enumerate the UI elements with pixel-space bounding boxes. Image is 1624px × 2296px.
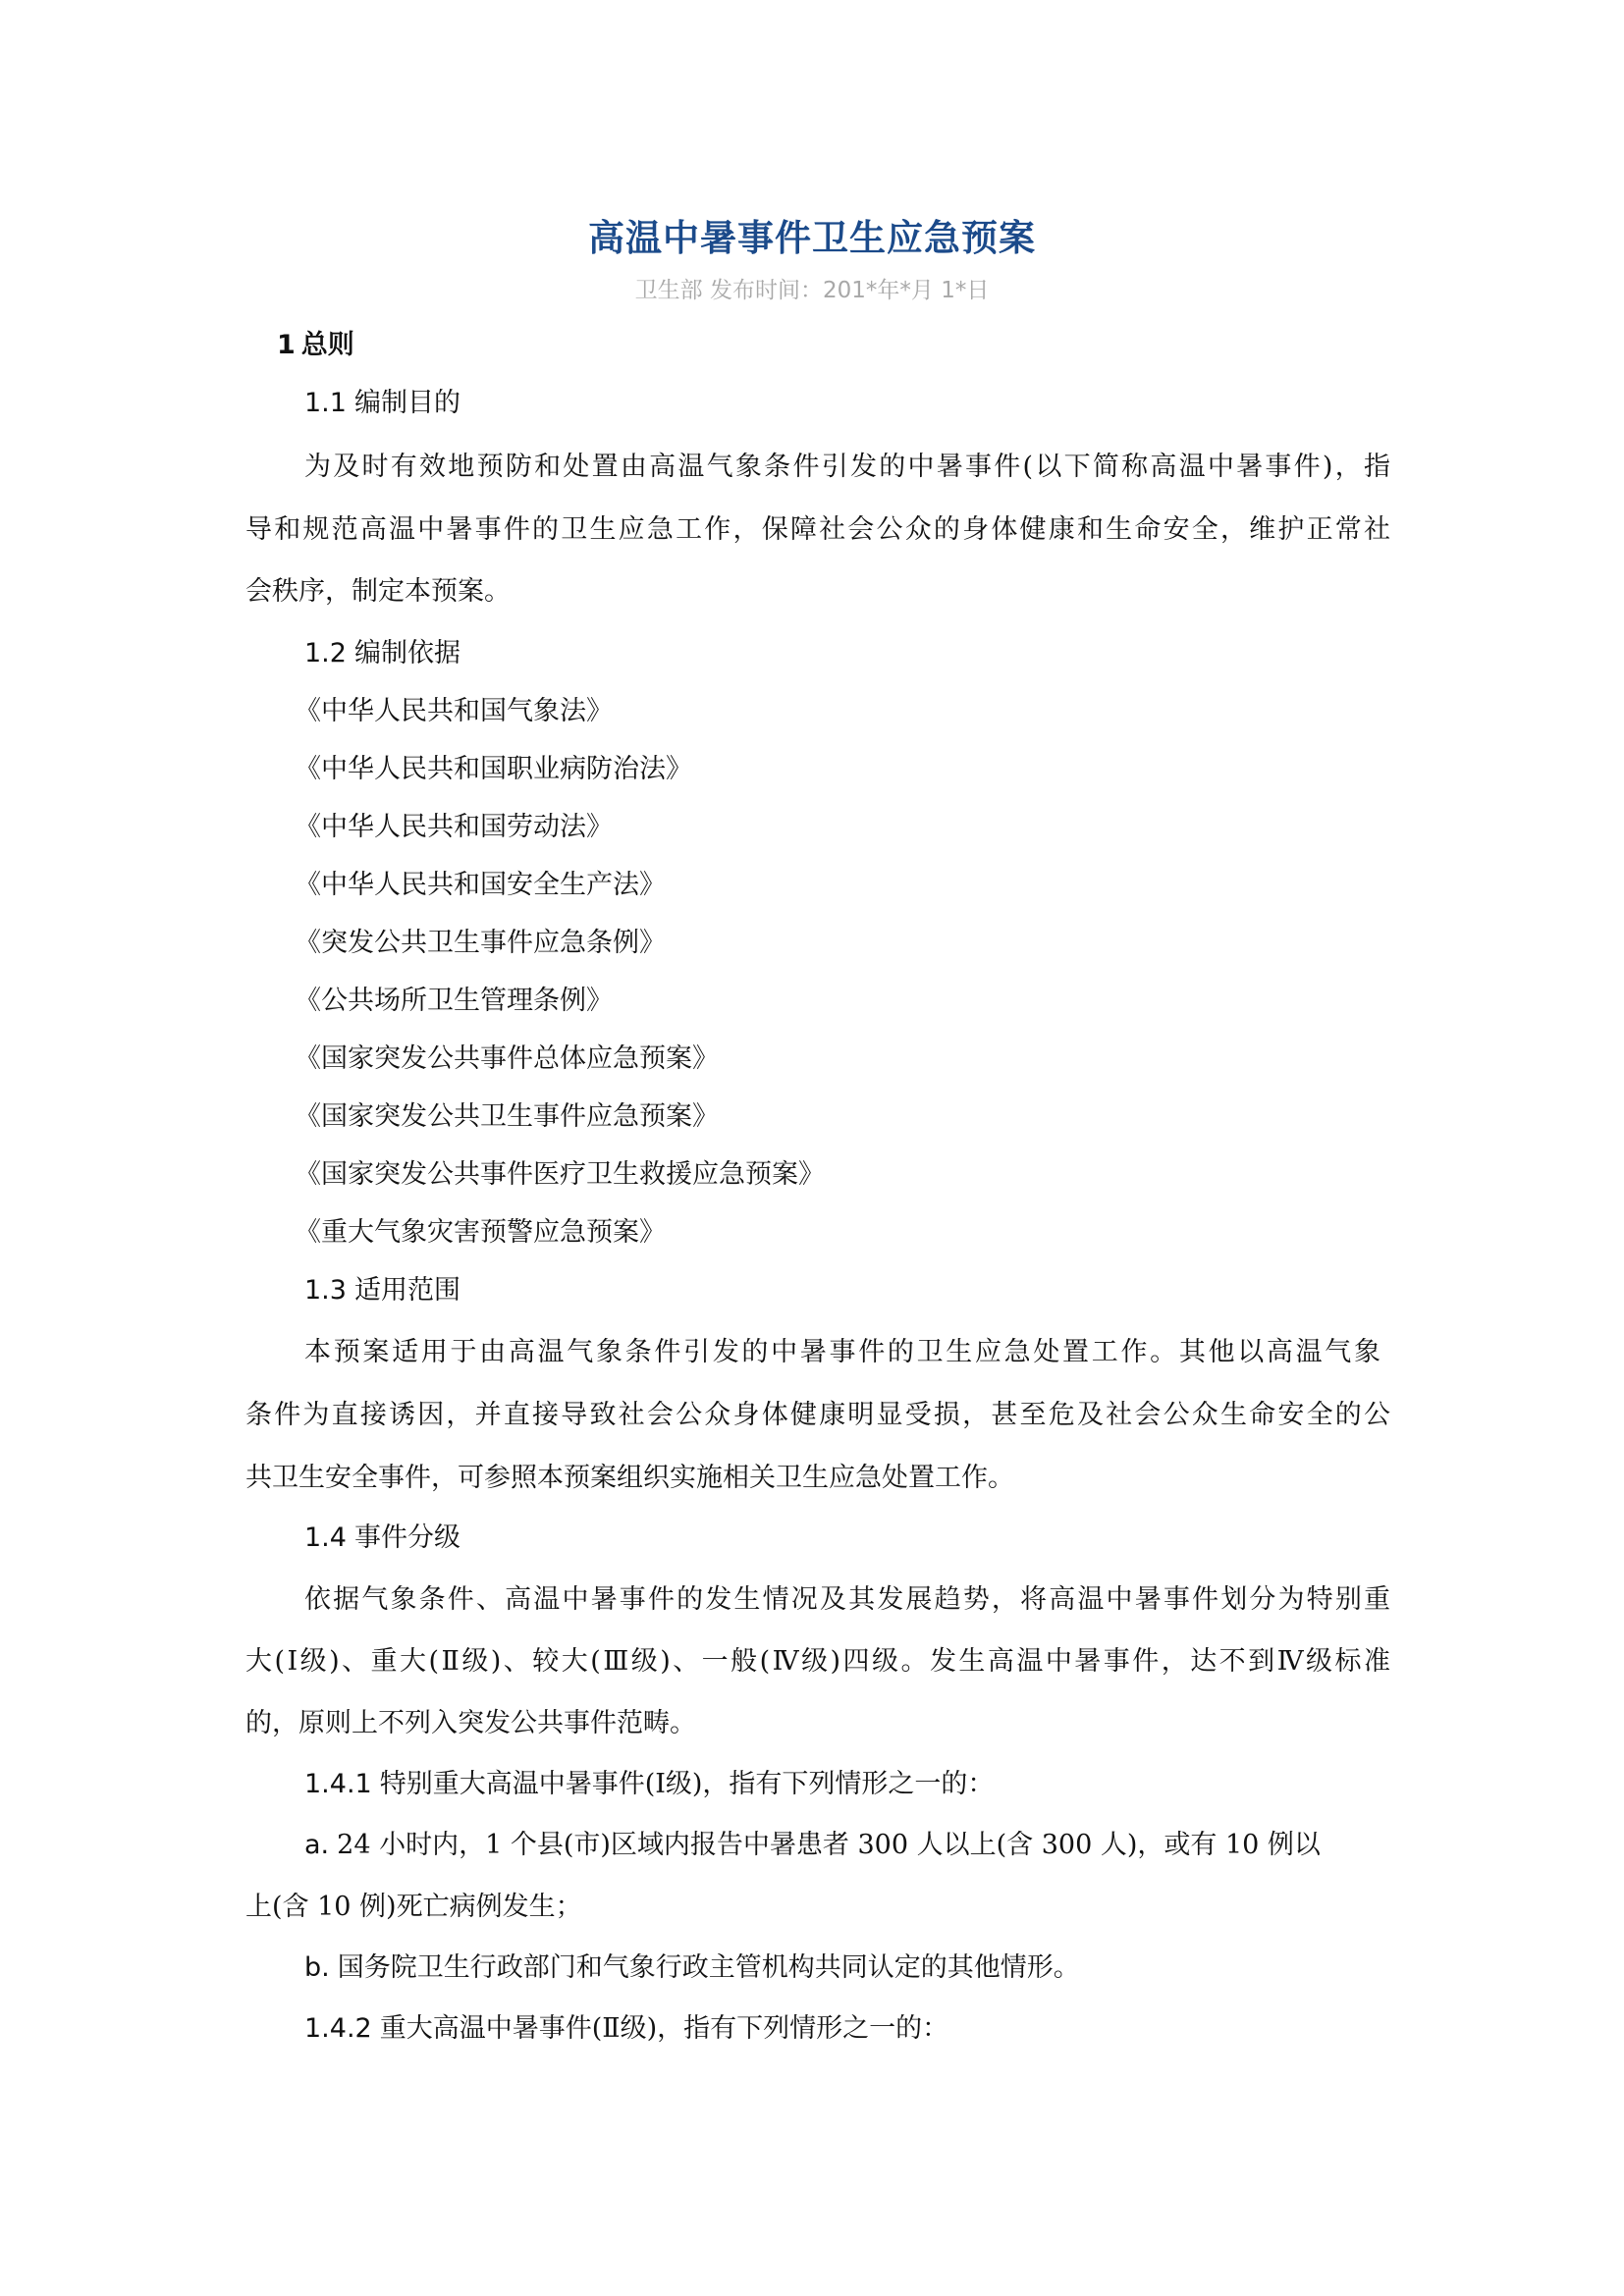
list-item-b <box>304 1950 1080 1986</box>
list-item-text: 24 小时内，1 个县(市)区域内报告中暑患者 300 人以上(含 300 人)，或有 10 例以 <box>337 1830 1321 1860</box>
paragraph-line: 本预案适用于由高温气象条件引发的中暑事件的卫生应急处置工作。其他以高温气象 <box>304 1337 1380 1367</box>
paragraph-line: 大(Ⅰ级)、重大(Ⅱ级)、较大(Ⅲ级)、一般(Ⅳ级)四级。发生高温中暑事件，达不到Ⅳ级标准 <box>245 1646 1390 1677</box>
section-heading-1-4-2 <box>304 2011 948 2047</box>
section-title: 编制目的 <box>353 388 460 418</box>
reference-item: 《中华人民共和国劳动法》 <box>295 812 613 842</box>
section-heading-1-1 <box>304 386 460 421</box>
section-number: 1.4 <box>304 1522 347 1553</box>
reference-item: 《公共场所卫生管理条例》 <box>295 986 613 1016</box>
section-title: 特别重大高温中暑事件(Ⅰ级)，指有下列情形之一的： <box>379 1769 995 1799</box>
paragraph-line: 会秩序，制定本预案。 <box>245 576 511 607</box>
list-item-a <box>304 1828 1390 1863</box>
section-number: 1.1 <box>304 388 347 418</box>
section-number: 1.3 <box>304 1275 347 1306</box>
section-number: 1 <box>277 330 296 360</box>
reference-item: 《突发公共卫生事件应急条例》 <box>295 928 666 958</box>
section-title: 重大高温中暑事件(Ⅱ级)，指有下列情形之一的： <box>379 2013 949 2044</box>
reference-item: 《重大气象灾害预警应急预案》 <box>295 1217 666 1248</box>
section-heading-1-4 <box>304 1521 460 1556</box>
reference-item: 《中华人民共和国安全生产法》 <box>295 870 666 900</box>
paragraph-line: 依据气象条件、高温中暑事件的发生情况及其发展趋势，将高温中暑事件划分为特别重 <box>304 1584 1390 1615</box>
list-item-label: a. <box>304 1830 330 1860</box>
section-heading-1-2 <box>304 636 460 671</box>
list-item-label: b. <box>304 1952 330 1983</box>
reference-item: 《国家突发公共事件医疗卫生救援应急预案》 <box>295 1159 825 1190</box>
section-heading-1-4-1 <box>304 1767 994 1802</box>
list-item-a-continuation: 上(含 10 例)死亡病例发生； <box>245 1892 582 1922</box>
document-subtitle: 卫生部 发布时间：201*年*月 1*日 <box>634 278 990 303</box>
section-title: 适用范围 <box>353 1275 460 1306</box>
paragraph-line: 导和规范高温中暑事件的卫生应急工作，保障社会公众的身体健康和生命安全，维护正常社 <box>245 514 1390 545</box>
section-title: 编制依据 <box>353 638 460 668</box>
reference-item: 《国家突发公共卫生事件应急预案》 <box>295 1101 719 1132</box>
section-number: 1.2 <box>304 638 347 668</box>
section-heading-1 <box>277 328 354 363</box>
list-item-text: 国务院卫生行政部门和气象行政主管机构共同认定的其他情形。 <box>337 1952 1080 1983</box>
reference-item: 《国家突发公共事件总体应急预案》 <box>295 1043 719 1074</box>
paragraph-line: 条件为直接诱因，并直接导致社会公众身体健康明显受损，甚至危及社会公众生命安全的公 <box>245 1400 1390 1430</box>
document-title: 高温中暑事件卫生应急预案 <box>588 217 1036 259</box>
paragraph-line: 的，原则上不列入突发公共事件范畴。 <box>245 1708 696 1738</box>
section-title: 事件分级 <box>353 1522 460 1553</box>
reference-item: 《中华人民共和国职业病防治法》 <box>295 754 692 784</box>
section-number: 1.4.1 <box>304 1769 372 1799</box>
section-heading-1-3 <box>304 1273 460 1308</box>
reference-item: 《中华人民共和国气象法》 <box>295 696 613 726</box>
section-title: 总则 <box>300 330 354 360</box>
paragraph-line: 为及时有效地预防和处置由高温气象条件引发的中暑事件(以下简称高温中暑事件)，指 <box>304 452 1390 482</box>
paragraph-line: 共卫生安全事件，可参照本预案组织实施相关卫生应急处置工作。 <box>245 1463 1014 1493</box>
section-number: 1.4.2 <box>304 2013 372 2044</box>
